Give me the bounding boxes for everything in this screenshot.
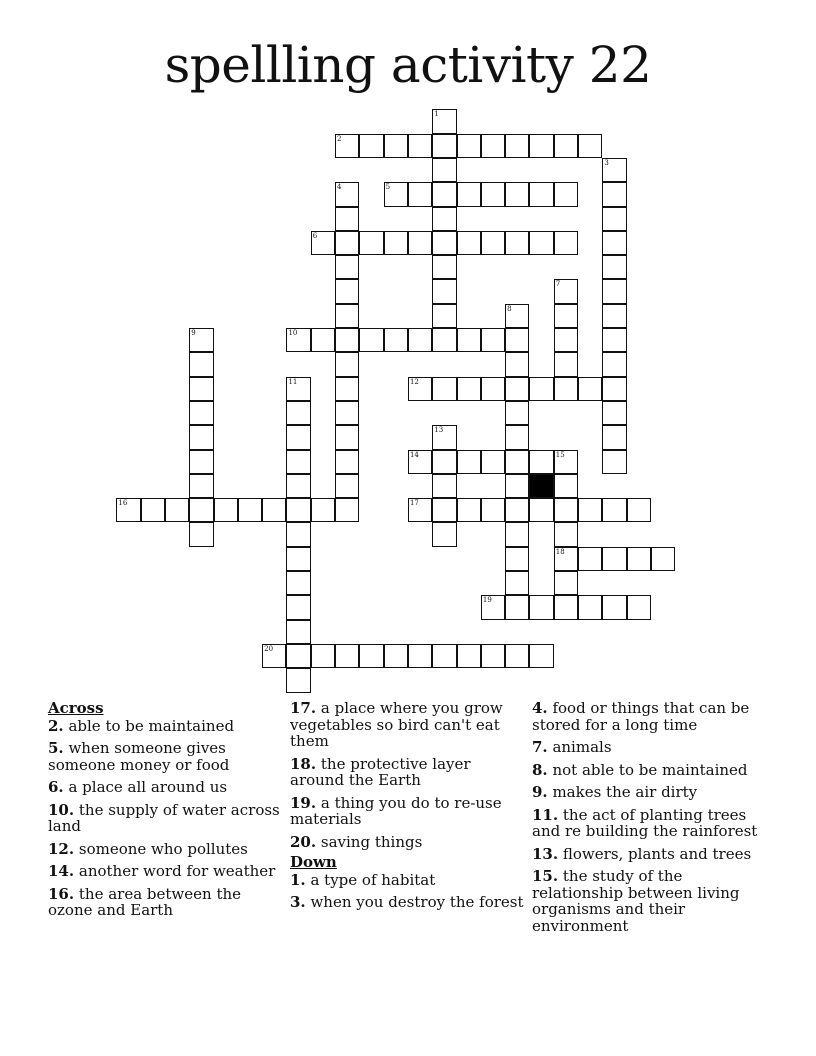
grid-cell[interactable]: [481, 328, 505, 352]
grid-cell[interactable]: [481, 644, 505, 668]
grid-cell[interactable]: [432, 255, 456, 279]
grid-cell[interactable]: [432, 498, 456, 522]
grid-cell[interactable]: [335, 425, 359, 449]
grid-cell[interactable]: [505, 425, 529, 449]
grid-cell[interactable]: [554, 474, 578, 498]
grid-cell[interactable]: [335, 134, 359, 158]
clues-column-3: [532, 700, 777, 940]
clue-across-12: 12. someone who pollutes: [48, 839, 248, 858]
grid-cell[interactable]: [165, 498, 189, 522]
grid-cell[interactable]: [408, 231, 432, 255]
clue-number: 12: [409, 377, 419, 386]
clue-number: 11: [288, 377, 298, 386]
clue-down-3: 3. when you destroy the forest: [290, 893, 524, 911]
clues-column-1: [48, 700, 283, 925]
clue-number: 18: [555, 547, 565, 556]
grid-cell[interactable]: [432, 644, 456, 668]
grid-cell[interactable]: [335, 279, 359, 303]
grid-cell[interactable]: [529, 498, 553, 522]
grid-cell[interactable]: [432, 279, 456, 303]
grid-cell[interactable]: [651, 547, 675, 571]
grid-cell[interactable]: [505, 498, 529, 522]
grid-cell[interactable]: [189, 474, 213, 498]
grid-cell[interactable]: [602, 498, 626, 522]
grid-cell[interactable]: [432, 158, 456, 182]
grid-cell[interactable]: [432, 377, 456, 401]
clue-across-10: 10. the supply of water across land: [48, 800, 280, 835]
clue-number: 19: [482, 596, 492, 605]
grid-cell[interactable]: [627, 595, 651, 619]
clue-across-5: 5. when someone gives someone money or food: [48, 739, 230, 774]
grid-cell[interactable]: [286, 571, 310, 595]
grid-cell[interactable]: [529, 595, 553, 619]
clue-number: 7: [555, 280, 561, 289]
grid-cell[interactable]: [189, 522, 213, 546]
grid-cell[interactable]: [505, 595, 529, 619]
clue-across-6: 6. a place all around us: [48, 778, 228, 796]
clue-across-19: 19. a thing you do to re-use materials: [290, 793, 502, 828]
grid-cell[interactable]: [602, 158, 626, 182]
clue-number: 1: [434, 110, 439, 119]
grid-cell[interactable]: [432, 182, 456, 206]
grid-cell[interactable]: [481, 182, 505, 206]
grid-cell[interactable]: [214, 498, 238, 522]
grid-cell[interactable]: [554, 522, 578, 546]
grid-cell[interactable]: [505, 352, 529, 376]
clues-column-2: [290, 700, 525, 917]
across-header: Across: [48, 699, 104, 717]
grid-cell[interactable]: [311, 644, 335, 668]
grid-cell[interactable]: [408, 182, 432, 206]
clue-across-17: 17. a place where you grow vegetables so bird can't eat them: [290, 699, 503, 750]
grid-cell[interactable]: [554, 377, 578, 401]
grid-cell[interactable]: [505, 182, 529, 206]
clue-across-20: 20. saving things: [290, 832, 423, 851]
grid-cell[interactable]: [189, 498, 213, 522]
clue-down-1: 1. a type of habitat: [290, 870, 436, 889]
grid-cell[interactable]: [432, 425, 456, 449]
grid-cell[interactable]: [457, 450, 481, 474]
grid-cell[interactable]: [529, 450, 553, 474]
grid-cell[interactable]: [627, 498, 651, 522]
grid-cell[interactable]: [335, 377, 359, 401]
clue-number: 8: [507, 304, 512, 313]
grid-cell[interactable]: [481, 595, 505, 619]
clue-number: 5: [385, 183, 391, 192]
grid-cell[interactable]: [505, 522, 529, 546]
clue-across-2: 2. able to be maintained: [48, 716, 235, 735]
grid-cell[interactable]: [578, 498, 602, 522]
grid-cell[interactable]: [141, 498, 165, 522]
grid-cell[interactable]: [335, 328, 359, 352]
grid-cell[interactable]: [189, 450, 213, 474]
clue-number: 2: [337, 134, 342, 143]
grid-cell[interactable]: [335, 207, 359, 231]
grid-cell[interactable]: [554, 328, 578, 352]
grid-cell[interactable]: [286, 401, 310, 425]
grid-cell[interactable]: [457, 644, 481, 668]
clue-across-18: 18. the protective layer around the Earth: [290, 754, 471, 789]
grid-cell[interactable]: [286, 328, 310, 352]
grid-cell[interactable]: [286, 620, 310, 644]
grid-cell[interactable]: [529, 644, 553, 668]
grid-cell[interactable]: [311, 231, 335, 255]
grid-cell[interactable]: [481, 134, 505, 158]
grid-cell[interactable]: [505, 401, 529, 425]
grid-cell[interactable]: [505, 231, 529, 255]
grid-cell[interactable]: [578, 134, 602, 158]
grid-cell[interactable]: [189, 401, 213, 425]
grid-cell[interactable]: [311, 498, 335, 522]
grid-cell[interactable]: [335, 401, 359, 425]
clue-number: 20: [264, 644, 274, 653]
grid-cell[interactable]: [335, 644, 359, 668]
grid-cell[interactable]: [505, 474, 529, 498]
clue-number: 14: [409, 450, 419, 459]
clue-number: 9: [191, 329, 196, 338]
grid-cell[interactable]: [554, 595, 578, 619]
grid-cell[interactable]: [481, 231, 505, 255]
grid-cell[interactable]: [286, 498, 310, 522]
grid-cell[interactable]: [189, 328, 213, 352]
grid-cell[interactable]: [384, 231, 408, 255]
clue-number: 3: [604, 158, 609, 167]
grid-cell[interactable]: [505, 450, 529, 474]
grid-cell[interactable]: [529, 134, 553, 158]
grid-cell[interactable]: [554, 498, 578, 522]
grid-cell[interactable]: [262, 644, 286, 668]
clue-number: 10: [288, 329, 298, 338]
grid-cell[interactable]: [578, 377, 602, 401]
grid-cell[interactable]: [335, 498, 359, 522]
grid-cell[interactable]: [286, 474, 310, 498]
grid-cell[interactable]: [627, 547, 651, 571]
grid-cell[interactable]: [335, 255, 359, 279]
grid-cell[interactable]: [554, 182, 578, 206]
grid-cell[interactable]: [384, 328, 408, 352]
grid-cell[interactable]: [432, 474, 456, 498]
grid-cell[interactable]: [505, 328, 529, 352]
grid-cell[interactable]: [529, 182, 553, 206]
grid-cell[interactable]: [481, 377, 505, 401]
grid-cell[interactable]: [602, 352, 626, 376]
grid-cell[interactable]: [602, 304, 626, 328]
grid-cell[interactable]: [481, 498, 505, 522]
grid-cell[interactable]: [505, 547, 529, 571]
clue-down-9: 9. makes the air dirty: [532, 783, 698, 801]
grid-cell[interactable]: [554, 279, 578, 303]
grid-cell[interactable]: [432, 304, 456, 328]
grid-cell[interactable]: [408, 328, 432, 352]
clue-number: 4: [337, 183, 342, 192]
grid-cell[interactable]: [505, 304, 529, 328]
clue-number: 17: [409, 499, 419, 508]
grid-cell[interactable]: [602, 255, 626, 279]
grid-cell[interactable]: [286, 644, 310, 668]
clue-number: 6: [312, 231, 318, 240]
clue-number: 16: [118, 499, 128, 508]
grid-cell[interactable]: [286, 668, 310, 692]
grid-cell[interactable]: [432, 207, 456, 231]
grid-cell[interactable]: [578, 547, 602, 571]
grid-cell[interactable]: [286, 547, 310, 571]
grid-cell[interactable]: [505, 644, 529, 668]
clue-down-8: 8. not able to be maintained: [532, 760, 748, 779]
grid-cell[interactable]: [335, 182, 359, 206]
grid-cell[interactable]: [554, 450, 578, 474]
grid-cell[interactable]: [457, 182, 481, 206]
grid-cell[interactable]: [286, 377, 310, 401]
grid-cell[interactable]: [311, 328, 335, 352]
grid-cell[interactable]: [505, 134, 529, 158]
grid-cell[interactable]: [432, 134, 456, 158]
grid-cell[interactable]: [286, 595, 310, 619]
clue-number: 13: [434, 426, 444, 435]
grid-cell[interactable]: [554, 352, 578, 376]
clue-down-7: 7. animals: [532, 738, 612, 756]
grid-cell[interactable]: [602, 377, 626, 401]
grid-cell[interactable]: [189, 425, 213, 449]
grid-cell[interactable]: [602, 425, 626, 449]
grid-cell[interactable]: [432, 109, 456, 133]
grid-cell[interactable]: [602, 328, 626, 352]
grid-cell[interactable]: [457, 328, 481, 352]
grid-cell[interactable]: [554, 231, 578, 255]
grid-cell[interactable]: [432, 450, 456, 474]
grid-cell[interactable]: [554, 134, 578, 158]
grid-cell[interactable]: [286, 425, 310, 449]
grid-cell[interactable]: [335, 304, 359, 328]
grid-cell[interactable]: [602, 182, 626, 206]
grid-cell[interactable]: [602, 547, 626, 571]
grid-cell[interactable]: [359, 134, 383, 158]
grid-cell[interactable]: [384, 182, 408, 206]
grid-cell[interactable]: [359, 231, 383, 255]
clue-down-4: 4. food or things that can be stored for a long time: [532, 699, 750, 734]
grid-cell[interactable]: [384, 644, 408, 668]
grid-cell[interactable]: [602, 231, 626, 255]
grid-cell[interactable]: [335, 450, 359, 474]
grid-cell[interactable]: [384, 134, 408, 158]
down-header: Down: [290, 853, 337, 871]
grid-cell[interactable]: [457, 231, 481, 255]
clue-down-15: 15. the study of the relationship between living organisms and their environment: [532, 867, 740, 935]
grid-cell[interactable]: [457, 377, 481, 401]
clue-across-14: 14. another word for weather: [48, 862, 276, 880]
grid-cell[interactable]: [359, 644, 383, 668]
grid-cell[interactable]: [432, 231, 456, 255]
black-cell: [529, 474, 553, 498]
grid-cell[interactable]: [432, 328, 456, 352]
grid-cell[interactable]: [408, 377, 432, 401]
grid-cell[interactable]: [286, 522, 310, 546]
grid-cell[interactable]: [554, 547, 578, 571]
grid-cell[interactable]: [262, 498, 286, 522]
grid-cell[interactable]: [578, 595, 602, 619]
grid-cell[interactable]: [602, 401, 626, 425]
clue-down-13: 13. flowers, plants and trees: [532, 844, 752, 863]
grid-cell[interactable]: [408, 644, 432, 668]
grid-cell[interactable]: [335, 352, 359, 376]
clue-across-16: 16. the area between the ozone and Earth: [48, 884, 242, 919]
grid-cell[interactable]: [335, 474, 359, 498]
grid-cell[interactable]: [529, 377, 553, 401]
grid-cell[interactable]: [189, 377, 213, 401]
grid-cell[interactable]: [602, 207, 626, 231]
grid-cell[interactable]: [189, 352, 213, 376]
grid-cell[interactable]: [529, 231, 553, 255]
grid-cell[interactable]: [408, 498, 432, 522]
grid-cell[interactable]: [286, 450, 310, 474]
grid-cell[interactable]: [457, 134, 481, 158]
clue-down-11: 11. the act of planting trees and re building the rainforest: [532, 805, 758, 840]
grid-cell[interactable]: [505, 377, 529, 401]
grid-cell[interactable]: [238, 498, 262, 522]
grid-cell[interactable]: [481, 450, 505, 474]
grid-cell[interactable]: [602, 595, 626, 619]
grid-cell[interactable]: [408, 134, 432, 158]
grid-cell[interactable]: [602, 279, 626, 303]
grid-cell[interactable]: [116, 498, 140, 522]
grid-cell[interactable]: [505, 571, 529, 595]
grid-cell[interactable]: [554, 571, 578, 595]
clue-number: 15: [555, 450, 565, 459]
page-title: spellling activity 22: [164, 36, 652, 94]
grid-cell[interactable]: [432, 522, 456, 546]
grid-cell[interactable]: [554, 304, 578, 328]
grid-cell[interactable]: [602, 450, 626, 474]
grid-cell[interactable]: [408, 450, 432, 474]
grid-cell[interactable]: [457, 498, 481, 522]
grid-cell[interactable]: [335, 231, 359, 255]
grid-cell[interactable]: [359, 328, 383, 352]
